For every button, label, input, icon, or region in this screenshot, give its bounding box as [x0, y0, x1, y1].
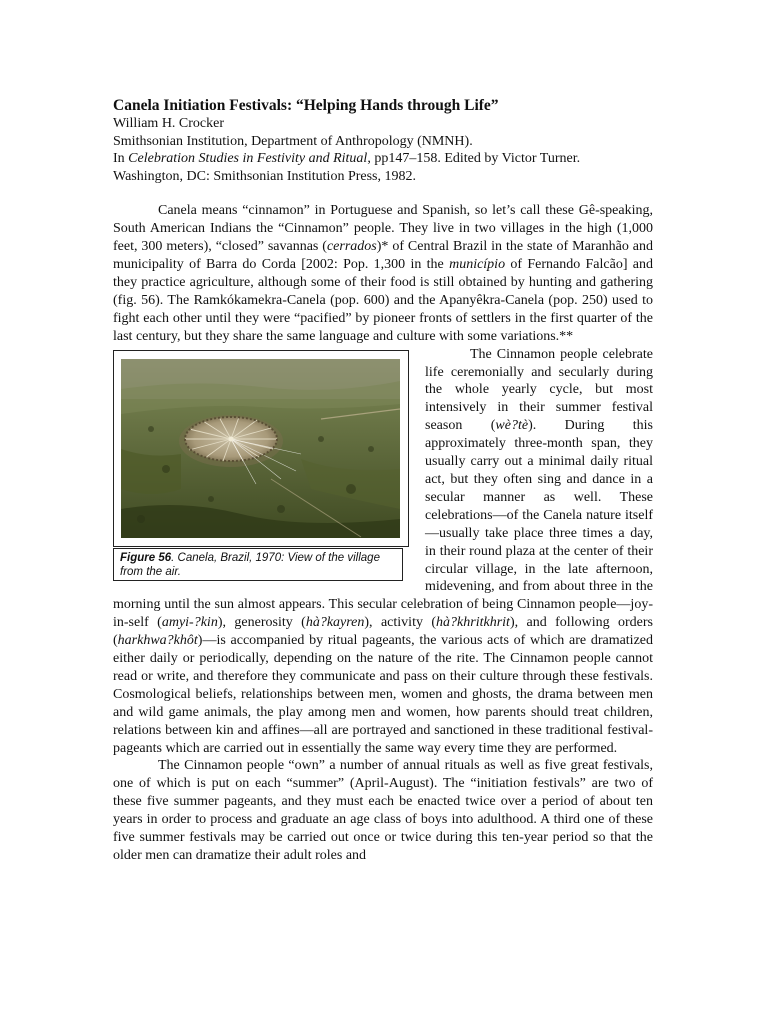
author-affiliation: Smithsonian Institution, Department of Anthropology (NMNH). [113, 133, 473, 149]
figure-caption-text: . Canela, Brazil, 1970: View of the village from the air. [120, 551, 380, 579]
text-run-italic: cerrados [326, 239, 377, 255]
text-run-italic: município [449, 257, 506, 273]
author-name: William H. Crocker [113, 116, 225, 131]
text-run-italic: hà?khritkhrit [436, 615, 510, 631]
text-run: ), generosity ( [217, 615, 306, 631]
article-title: Canela Initiation Festivals: “Helping Hands through Life” [113, 97, 499, 114]
text-run: ), and following orders ( [113, 615, 653, 649]
text-run-italic: harkhwa?khôt [117, 633, 198, 649]
publisher-line: Washington, DC: Smithsonian Institution Press, 1982. [113, 168, 416, 184]
text-run: of Fernando Falcão] and they practice agriculture, although some of their food is still obtained by hunting and gathering (fig. 56). The Ramkókamekra-Canela (pop. 600) and the Apanyêkra-Canela (pop. 250) used to fight each other until they were “pacified” by pioneer fronts of settlers in the first quarter of the last century, but they share the same language and culture with some variations.** [113, 257, 654, 344]
text-run: Canela means “cinnamon” in Portuguese and Spanish, so let’s call these Gê-speaking, South American Indians the “Cinnamon” people. They live in two villages in the high (1,000 feet, 300 meters), “closed” savannas ( [113, 203, 653, 255]
figure-label: Figure 56 [120, 551, 172, 564]
text-run-italic: hà?kayren [305, 615, 365, 631]
citation-book-title: Celebration Studies in Festivity and Ritual [128, 151, 368, 167]
figure-photo-frame [113, 350, 409, 547]
aerial-village-photo [121, 359, 400, 538]
paragraph-intro [113, 202, 653, 345]
text-run: ), activity ( [364, 615, 437, 631]
text-run: The Cinnamon people celebrate life ceremonially and secularly during the whole yearly cycle, but most intensively in their summer festival season ( [425, 346, 653, 434]
figure-caption [113, 548, 403, 581]
figure-56 [113, 350, 411, 585]
text-run: )—is accompanied by ritual pageants, the various acts of which are dramatized either daily or periodically, depending on the nature of the rite. The Cinnamon people cannot read or write, and therefore they communicate and pass on their culture through these festivals. Cosmological beliefs, relationships between men, women and ghosts, the drama between men and wild game animals, the play among men and women, how parents should treat children, relations between kin and affines—all are portrayed and sanctioned in these traditional festival-pageants which are carried out in essentially the same way every time they are performed. [113, 633, 653, 756]
paragraph-festivals: The Cinnamon people “own” a number of annual rituals as well as five great festivals, one of which is put on each “summer” (April-August). The “initiation festivals” are two of these five summer pageants, and they must each be enacted twice over a period of about ten years in order to process and graduate an age class of boys into adulthood. A third one of these five summer festivals may be carried out once or twice during this ten-year period so that the older men can dramatize their adult roles and [113, 758, 653, 863]
citation-prefix: In [113, 151, 129, 167]
citation-suffix: , pp147–158. Edited by Victor Turner. [367, 151, 581, 167]
text-run-italic: amyi-?kin [161, 615, 218, 631]
text-run: ). During this approximately three-month span, they usually carry out a minimal daily ritual act, but they often sing and dance in a secular manner as well. These celebrations—of the Canela nature itself—usually take place three times a day, in their round plaza at the center of their circular village, in the late afternoon, midevening, and from about three in the morning until the sun almost appears. This secular celebration of being Cinnamon people—joy-in-self ( [113, 418, 653, 631]
document-page [113, 96, 653, 865]
text-run: )* of Central Brazil in the state of Maranhão and municipality of Barra do Corda [2002: Pop. 1,300 in the [113, 239, 654, 273]
text-run-italic: wè?tè [495, 418, 529, 434]
citation-line [113, 150, 653, 168]
